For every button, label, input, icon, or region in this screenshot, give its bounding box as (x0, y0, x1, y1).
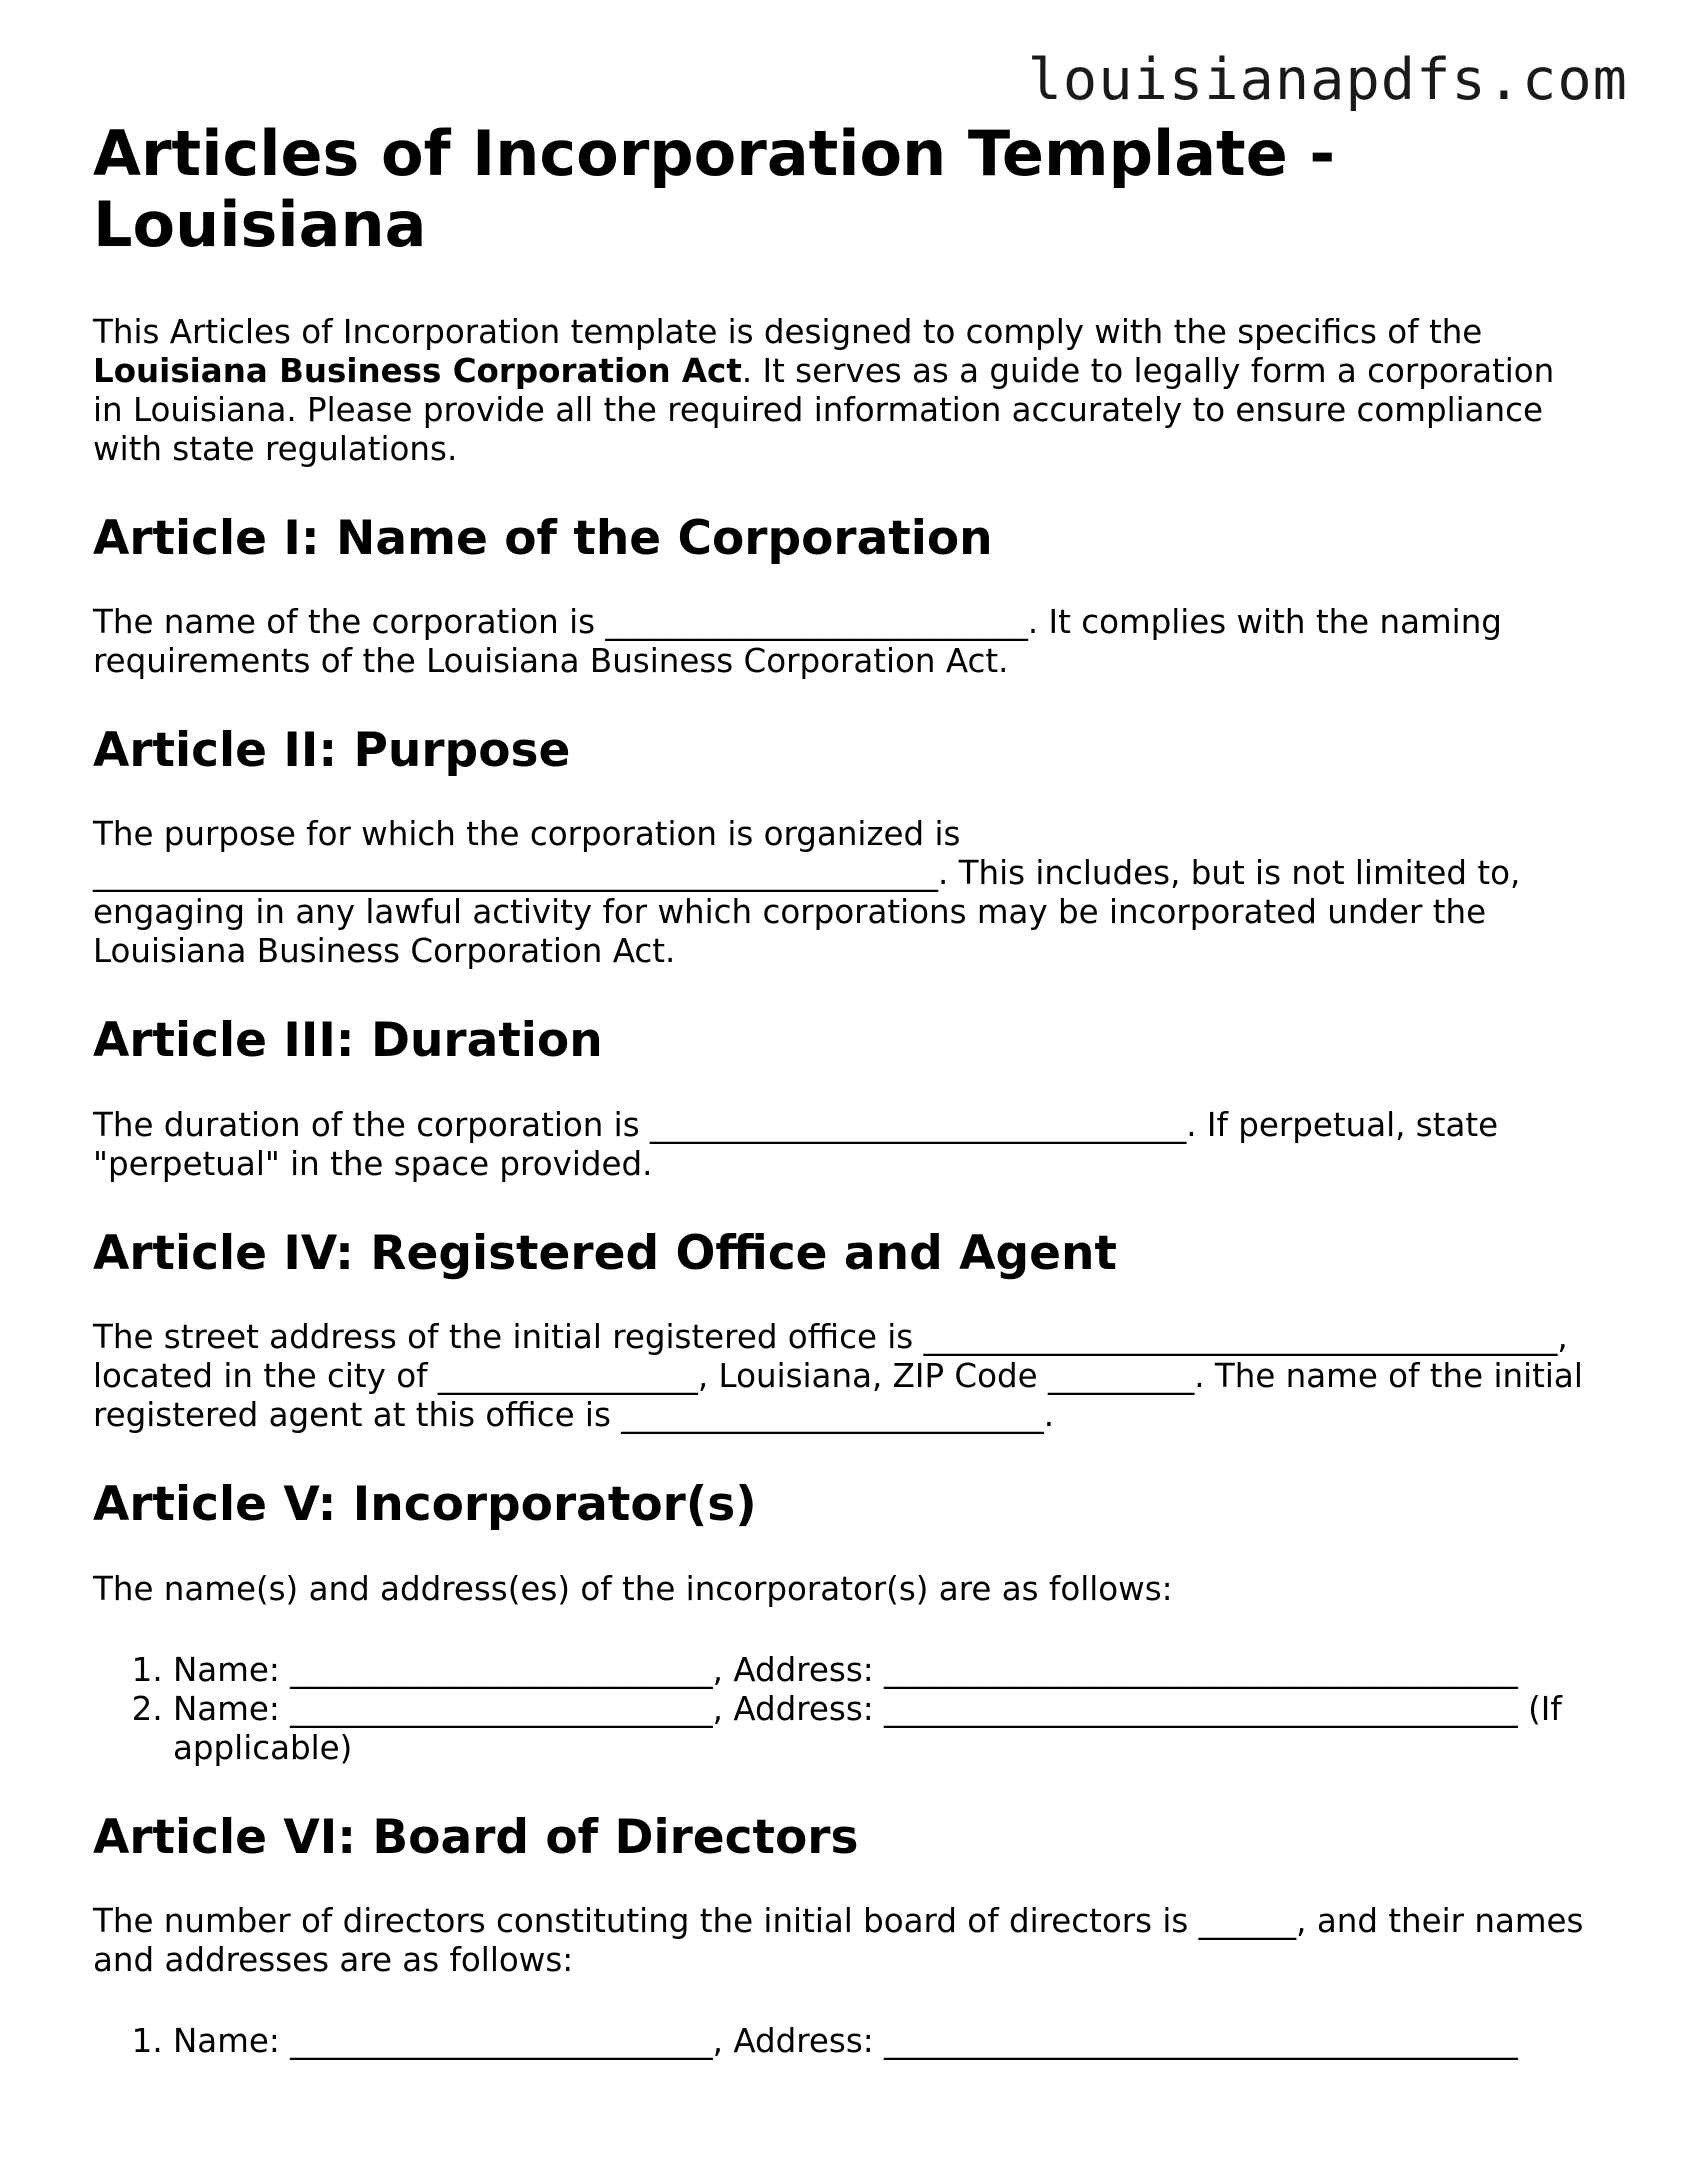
document-content (93, 118, 1593, 2103)
intro-text-1: This Articles of Incorporation template is designed to comply with the specifics of the (93, 312, 1483, 351)
incorporator-item-1: 1. Name: __________________________, Address: _______________________________________ (173, 1651, 1593, 1690)
article-5-text: The name(s) and address(es) of the incorporator(s) are as follows: (93, 1569, 1173, 1608)
document-title: Articles of Incorporation Template - Louisiana (93, 117, 1336, 262)
intro-bold-act: Louisiana Business Corporation Act (93, 351, 742, 390)
article-4-heading: Article IV: Registered Office and Agent (93, 1225, 1117, 1281)
article-2-heading: Article II: Purpose (93, 722, 571, 778)
article-4-text: The street address of the initial registered office is _______________________________________, located in the city of ________________, Louisiana, ZIP Code _________. The name of the initial registered agent at this office is __________________________. (93, 1318, 1583, 1435)
article-5-heading: Article V: Incorporator(s) (93, 1477, 757, 1533)
article-1-text: The name of the corporation is __________________________. It complies with the naming requirements of the Louisiana Business Corporation Act. (93, 602, 1502, 680)
article-2-text: The purpose for which the corporation is organized is ____________________________________________________. This includes, but is not limited to, engaging in any lawful activity for which corporations may be incorporated under the Louisiana Business Corporation Act. (93, 815, 1521, 971)
incorporator-list (93, 1651, 1593, 1768)
incorporator-item-2: 2. Name: __________________________, Address: _______________________________________ (If applicable) (173, 1690, 1593, 1768)
director-list (93, 2022, 1593, 2061)
intro-paragraph (93, 313, 1593, 469)
intro-text-2: . It serves as a guide to legally form a corporation in Louisiana. Please provide all the required information accurately to ensure compliance with state regulations. (93, 351, 1555, 468)
article-3-text: The duration of the corporation is _________________________________. If perpetual, state "perpetual" in the space provided. (93, 1105, 1499, 1183)
director-item-1: 1. Name: __________________________, Address: _______________________________________ (173, 2022, 1593, 2061)
watermark: louisianapdfs.com (1027, 47, 1628, 113)
article-1-heading: Article I: Name of the Corporation (93, 510, 993, 566)
article-6-heading: Article VI: Board of Directors (93, 1809, 859, 1865)
article-3-heading: Article III: Duration (93, 1013, 603, 1069)
article-6-text: The number of directors constituting the initial board of directors is ______, and their names and addresses are as follows: (93, 1901, 1584, 1979)
